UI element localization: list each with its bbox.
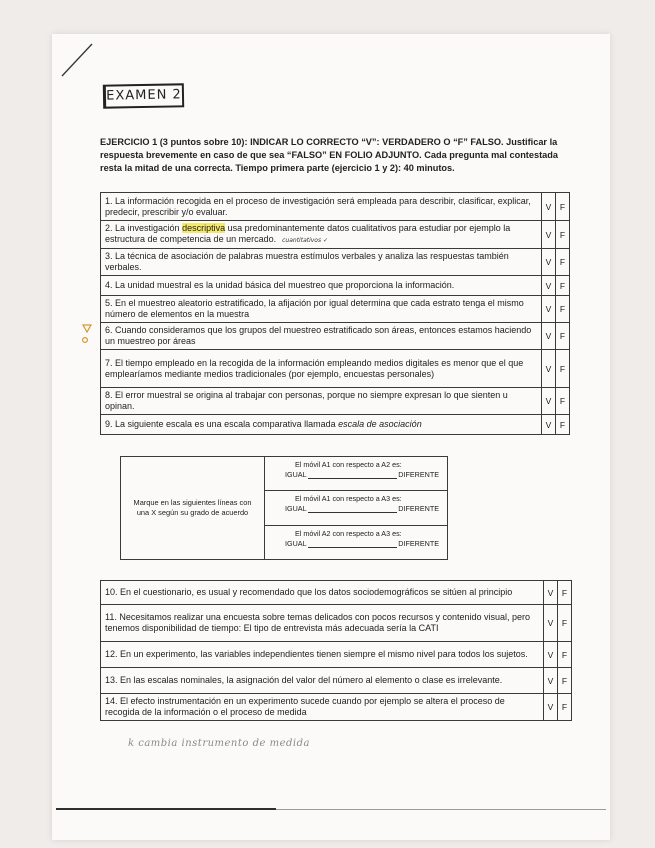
association-scale-box [120, 456, 448, 560]
option-f[interactable]: F [556, 388, 570, 415]
scale-right-label: DIFERENTE [398, 470, 439, 479]
question-2-text [101, 221, 542, 249]
scale-item-2 [265, 491, 447, 525]
option-f[interactable]: F [556, 296, 570, 323]
question-7-text: 7. El tiempo empleado en la recogida de la información empleando medios digitales es menor que el que emplearíamos mediante medios tradicionales (por ejemplo, encuestas personales) [101, 350, 542, 388]
option-v[interactable]: V [544, 605, 558, 642]
option-v[interactable]: V [544, 642, 558, 668]
option-v[interactable]: V [544, 581, 558, 605]
scale-instruction: Marque en las siguientes líneas con una X según su grado de acuerdo [121, 457, 265, 559]
option-v[interactable]: V [542, 296, 556, 323]
option-f[interactable]: F [558, 581, 572, 605]
question-10-text: 10. En el cuestionario, es usual y recomendado que los datos sociodemográficos se sitúen al principio [101, 581, 544, 605]
option-v[interactable]: V [544, 694, 558, 721]
question-9-text [101, 415, 542, 435]
option-f[interactable]: F [556, 193, 570, 221]
option-f[interactable]: F [556, 249, 570, 276]
handwritten-note: k cambia instrumento de medida [128, 738, 310, 749]
table-row [101, 694, 572, 721]
table-row [101, 668, 572, 694]
q9-before: 9. La siguiente escala es una escala comparativa llamada [105, 419, 339, 429]
option-v[interactable]: V [542, 388, 556, 415]
question-1-text: 1. La información recogida en el proceso de investigación será empleada para describir, clasificar, explicar, predecir, prescribir y/o evaluar. [101, 193, 542, 221]
option-f[interactable]: F [558, 605, 572, 642]
option-v[interactable]: V [542, 323, 556, 350]
page-edge-line [276, 809, 606, 810]
scale-left-label: IGUAL [285, 538, 307, 548]
question-12-text: 12. En un experimento, las variables independientes tienen siempre el mismo nivel para todos los sujetos. [101, 642, 544, 668]
q9-italic: escala de asociación [338, 419, 422, 429]
question-13-text: 13. En las escalas nominales, la asignación del valor del número al elemento o clase es irrelevante. [101, 668, 544, 694]
table-row [101, 642, 572, 668]
scale-item-3 [265, 526, 447, 559]
option-v[interactable]: V [542, 249, 556, 276]
page-edge-shadow [56, 808, 276, 810]
scale-left-label: IGUAL [285, 504, 307, 514]
option-f[interactable]: F [556, 323, 570, 350]
scale-item-1 [265, 457, 447, 491]
scale-line[interactable] [285, 470, 439, 480]
scale-line[interactable] [285, 504, 439, 514]
table-row [101, 581, 572, 605]
option-f[interactable]: F [556, 415, 570, 435]
scale-line[interactable] [285, 539, 439, 549]
question-8-text: 8. El error muestral se origina al trabajar con personas, porque no siempre expresan lo que sienten u opinan. [101, 388, 542, 415]
option-f[interactable]: F [556, 276, 570, 296]
table-row [101, 276, 570, 296]
handwritten-correction: cuantitativos ✓ [282, 237, 329, 244]
scale-right-label: DIFERENTE [398, 538, 439, 548]
question-3-text: 3. La técnica de asociación de palabras muestra estímulos verbales y analiza las respuestas también verbales. [101, 249, 542, 276]
question-4-text: 4. La unidad muestral es la unidad básica del muestreo que proporciona la información. [101, 276, 542, 296]
scale-answer-line[interactable] [308, 539, 398, 548]
option-f[interactable]: F [556, 221, 570, 249]
question-11-text: 11. Necesitamos realizar una encuesta sobre temas delicados con pocos recursos y contenido visual, pero tenemos disponibilidad de tiempo: El tipo de entrevista más adecuada sería la CATI [101, 605, 544, 642]
table-row [101, 388, 570, 415]
pen-stroke-mark [58, 40, 98, 80]
table-row [101, 415, 570, 435]
option-v[interactable]: V [542, 221, 556, 249]
option-f[interactable]: F [556, 350, 570, 388]
option-v[interactable]: V [542, 193, 556, 221]
scale-left-label: IGUAL [285, 470, 307, 479]
table-row [101, 323, 570, 350]
q2-after: usa predominantemente datos cualitativos para estudiar por ejemplo la estructura de competencia de un mercado. [105, 223, 511, 244]
scale-answer-line[interactable] [308, 470, 398, 479]
option-v[interactable]: V [542, 415, 556, 435]
true-false-table-2 [100, 580, 572, 721]
question-14-text: 14. El efecto instrumentación en un experimento sucede cuando por ejemplo se altera el proceso de recogida de la información o el proceso de medida [101, 694, 544, 721]
table-row [101, 296, 570, 323]
q2-before: 2. La investigación [105, 223, 183, 233]
scale-right-label: DIFERENTE [398, 504, 439, 514]
margin-mark-icon [81, 322, 93, 346]
scale-answer-line[interactable] [308, 504, 398, 513]
option-v[interactable]: V [544, 668, 558, 694]
scale-item-title: El móvil A1 con respecto a A3 es: [295, 494, 402, 504]
option-v[interactable]: V [542, 350, 556, 388]
table-row [101, 221, 570, 249]
question-6-text: 6. Cuando consideramos que los grupos del muestreo estratificado son áreas, entonces estamos haciendo un muestreo por áreas [101, 323, 542, 350]
table-row [101, 350, 570, 388]
option-f[interactable]: F [558, 694, 572, 721]
highlight-descriptiva: descriptiva [182, 223, 226, 233]
scale-item-title: El móvil A2 con respecto a A3 es: [295, 528, 402, 538]
exam-title-box: EXAMEN 2 [103, 83, 184, 108]
scale-item-title: El móvil A1 con respecto a A2 es: [295, 460, 402, 469]
table-row [101, 605, 572, 642]
scale-items [265, 457, 447, 559]
table-row [101, 249, 570, 276]
option-v[interactable]: V [542, 276, 556, 296]
true-false-table-1 [100, 192, 570, 435]
table-row [101, 193, 570, 221]
question-5-text: 5. En el muestreo aleatorio estratificado, la afijación por igual determina que cada estrato tenga el mismo número de elementos en la muestra [101, 296, 542, 323]
option-f[interactable]: F [558, 642, 572, 668]
option-f[interactable]: F [558, 668, 572, 694]
exercise-instructions: EJERCICIO 1 (3 puntos sobre 10): INDICAR LO CORRECTO “V”: VERDADERO O “F” FALSO. Justificar la respuesta brevemente en caso de que sea “FALSO” EN FOLIO ADJUNTO. Cada pregunta mal contestada resta la mitad de una correcta. Tiempo primera parte (ejercicio 1 y 2): 40 minutos. [100, 137, 558, 173]
